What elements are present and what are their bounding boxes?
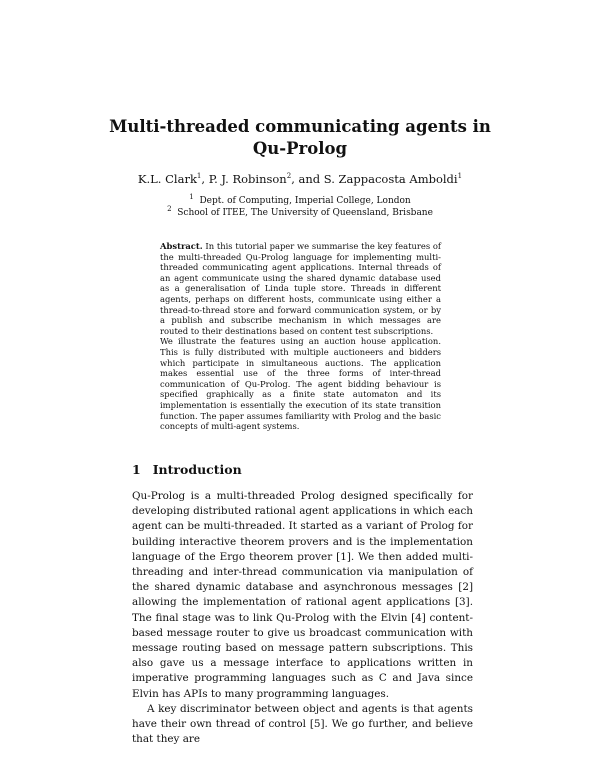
abstract-label: Abstract.	[160, 241, 203, 251]
author-affiliation-mark: 1	[196, 172, 202, 181]
affiliation-mark: 1	[189, 193, 194, 201]
section-number: 1	[132, 462, 141, 477]
title-line-1: Multi-threaded communicating agents in	[109, 117, 491, 136]
title-line-2: Qu-Prolog	[252, 139, 348, 158]
author-separator: , and	[291, 172, 324, 186]
section-title: Introduction	[152, 462, 242, 477]
affiliation-1	[0, 193, 600, 206]
abstract-text-1: In this tutorial paper we summarise the key features of the multi-threaded Qu-Prolog language for implementing multi-threaded communicating agent applications. Internal threads of an agent communicate using the shared dynamic database used as a generalisation of Linda tuple store. Threads in different agents, perhaps on different hosts, communicate using either a thread-to-thread store and forward communication system, or by a publish and subscribe mechanism in which messages are routed to their destinations based on content test subscriptions.	[160, 241, 441, 336]
body-paragraph-2: A key discriminator between object and agents is that agents have their own thread of control [5]. We go further, and believe that they are	[132, 702, 473, 746]
author-name: S. Zappacosta Amboldi	[323, 172, 458, 186]
body-text	[132, 489, 473, 747]
abstract-paragraph-1	[160, 241, 441, 336]
section-heading	[132, 462, 242, 477]
affiliation-mark: 2	[167, 205, 172, 213]
affiliation-text: Dept. of Computing, Imperial College, London	[199, 196, 411, 206]
abstract-paragraph-2: We illustrate the features using an auction house application. This is fully distributed with multiple auctioneers and bidders which participate in simultaneous auctions. The application makes essential use of the three forms of inter-thread communication of Qu-Prolog. The agent bidding behaviour is specified graphically as a finite state automaton and its implementation is essentially the execution of its state transition function. The paper assumes familiarity with Prolog and the basic concepts of multi-agent systems.	[160, 336, 441, 432]
paper-title	[0, 116, 600, 160]
author-list	[0, 172, 600, 186]
author-affiliation-mark: 2	[286, 172, 292, 181]
author-separator: ,	[201, 172, 209, 186]
affiliation-text: School of ITEE, The University of Queensland, Brisbane	[177, 208, 433, 218]
body-paragraph-1: Qu-Prolog is a multi-threaded Prolog designed specifically for developing distributed rational agent applications in which each agent can be multi-threaded. It started as a variant of Prolog for building interactive theorem provers and is the implementation language of the Ergo theorem prover [1]. We then added multi-threading and inter-thread communication via manipulation of the shared dynamic database and asynchronous messages [2] allowing the implementation of rational agent applications [3]. The final stage was to link Qu-Prolog with the Elvin [4] content-based message router to give us broadcast communication with message routing based on message pattern subscriptions. This also gave us a message interface to applications written in imperative programming languages such as C and Java since Elvin has APIs to many programming languages.	[132, 490, 473, 700]
affiliation-2	[0, 205, 600, 218]
author-affiliation-mark: 1	[457, 172, 463, 181]
author-name: P. J. Robinson	[208, 172, 287, 186]
abstract	[160, 241, 441, 432]
author-name: K.L. Clark	[137, 172, 197, 186]
